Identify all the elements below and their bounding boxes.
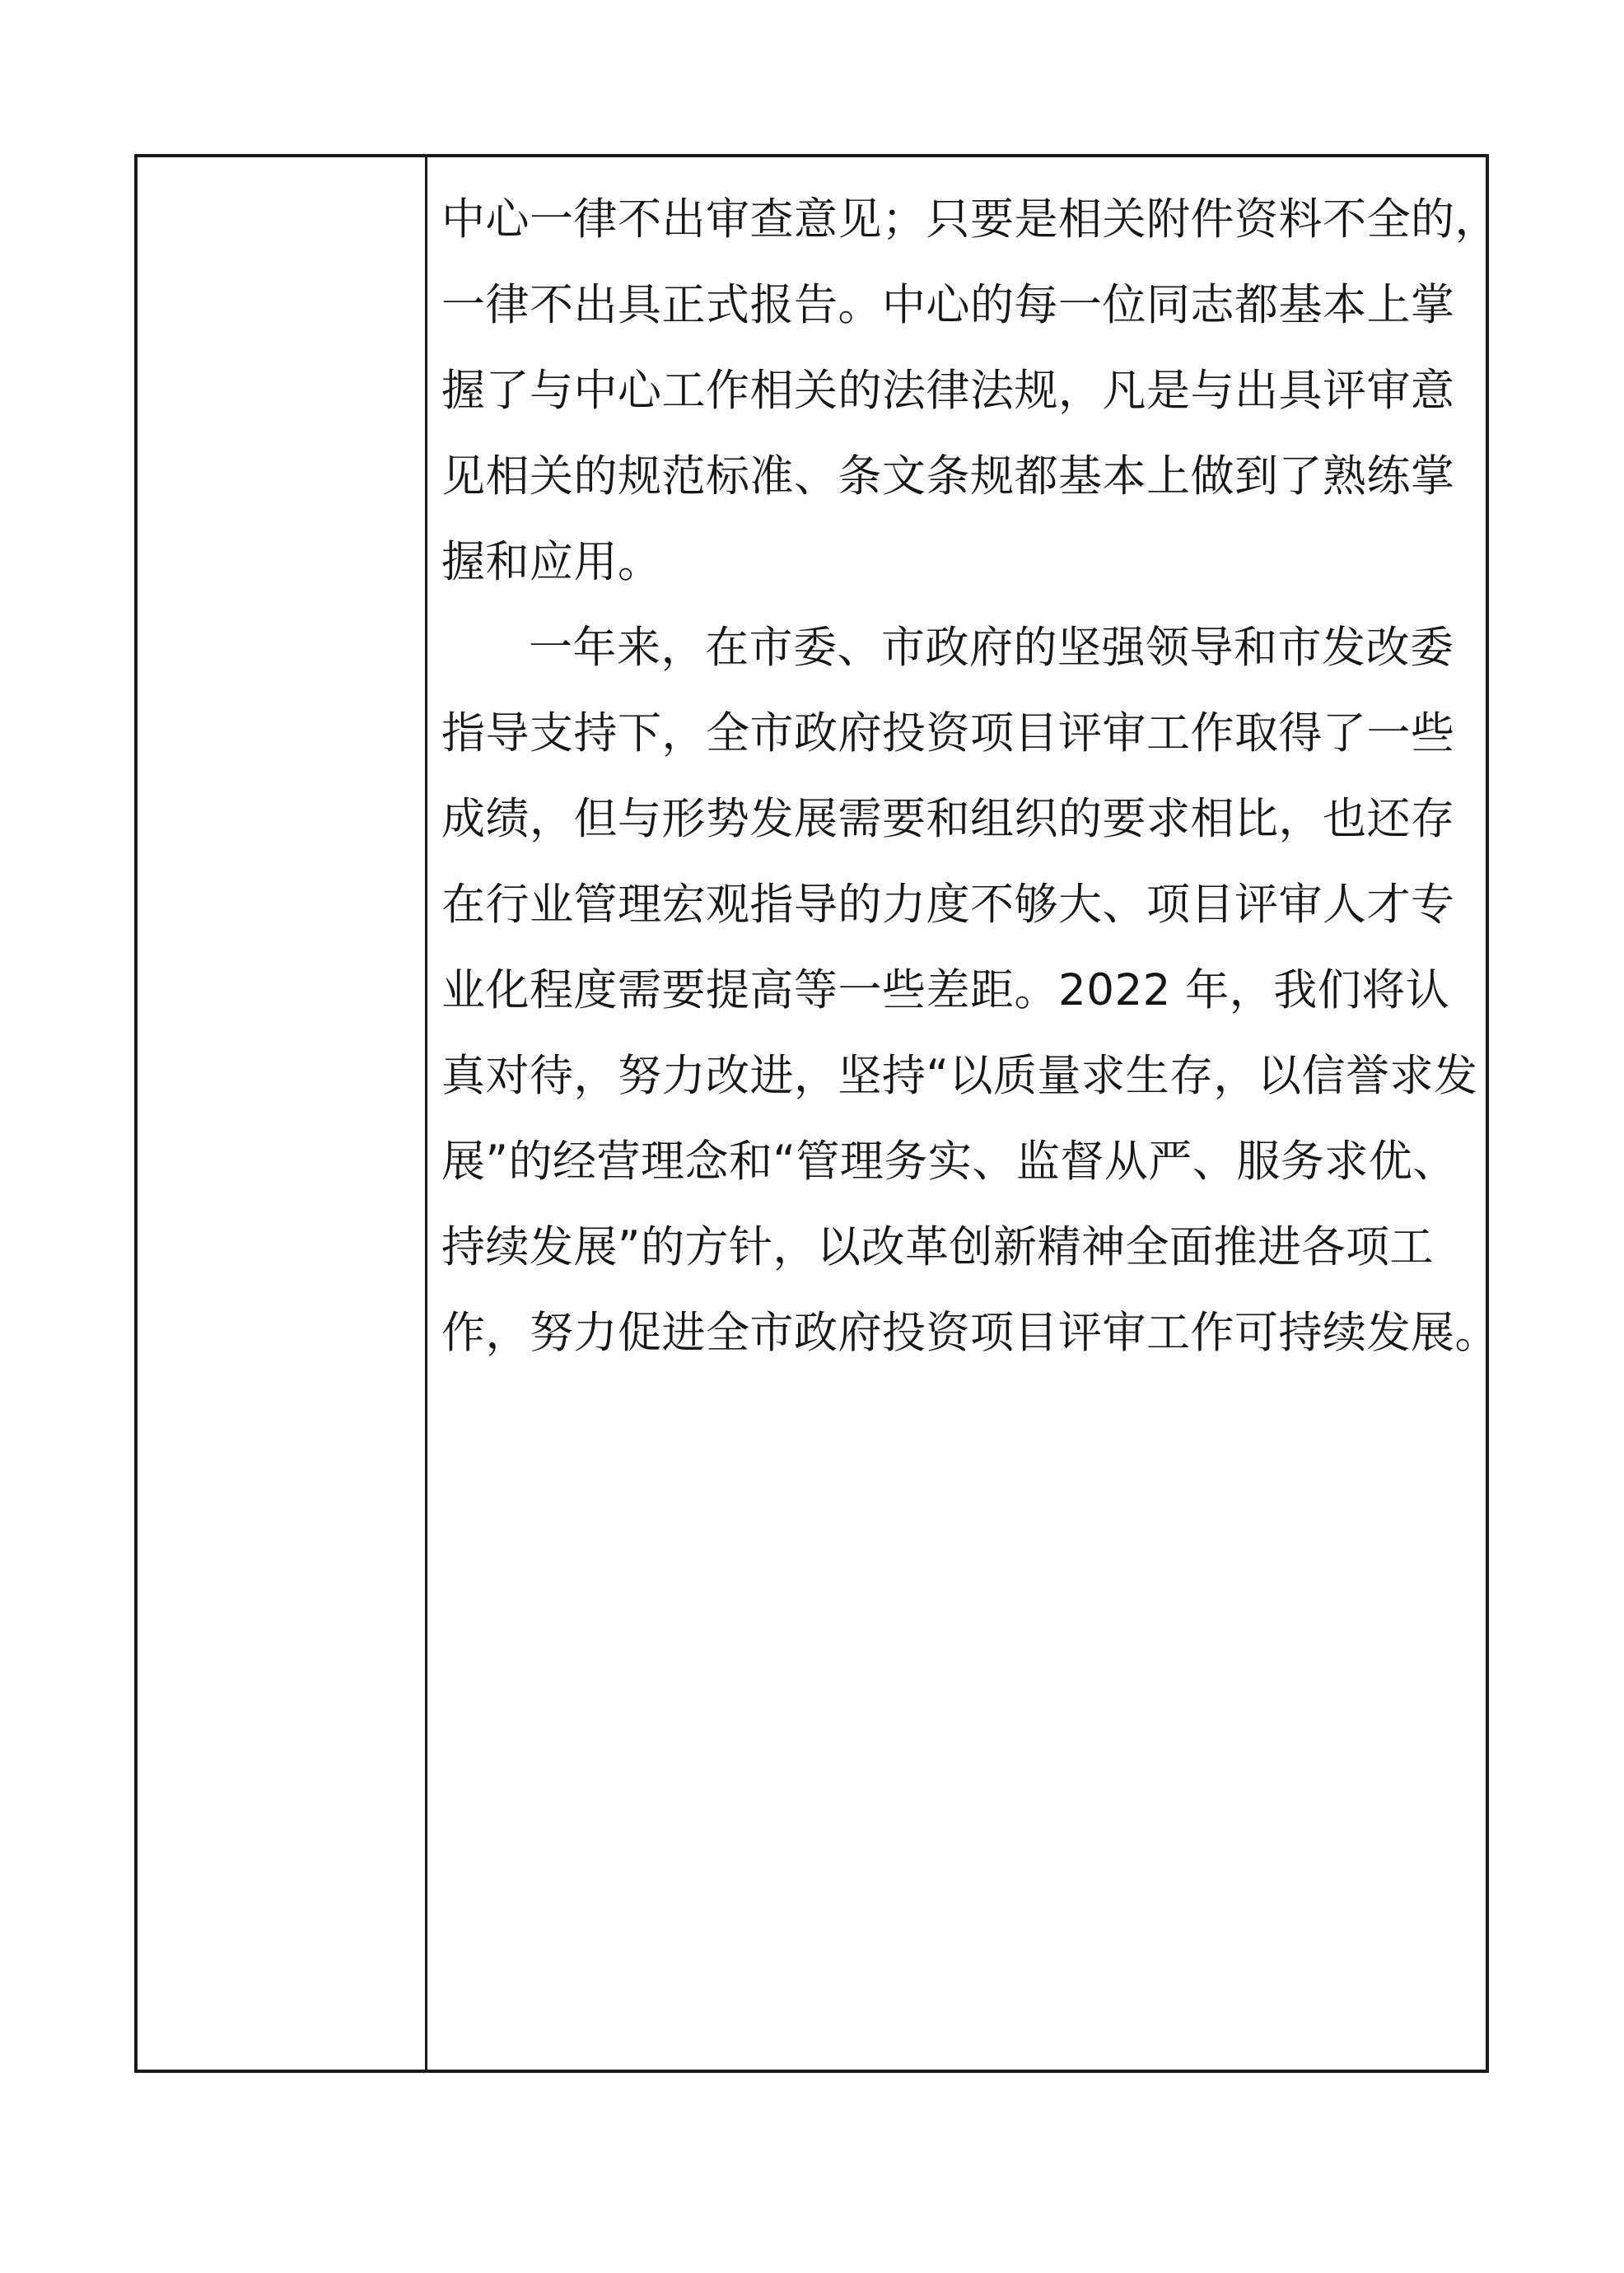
text-line: 持续发展”的方针，以改革创新精神全面推进各项工 xyxy=(441,1222,1434,1272)
text-line: 展”的经营理念和“管理务实、监督从严、服务求优、 xyxy=(441,1136,1457,1187)
text-line: 握了与中心工作相关的法律法规，凡是与出具评审意 xyxy=(441,366,1455,416)
text-line: 作，努力促进全市政府投资项目评审工作可持续发展。 xyxy=(441,1308,1499,1358)
text-line: 指导支持下，全市政府投资项目评审工作取得了一些 xyxy=(441,708,1455,758)
text-line: 一律不出具正式报告。中心的每一位同志都基本上掌 xyxy=(441,280,1455,330)
content-column-cell xyxy=(427,157,1499,2070)
label-column-cell xyxy=(138,157,427,2070)
paragraph-review-standards xyxy=(441,177,1499,605)
form-table xyxy=(134,154,1499,2073)
text-line: 见相关的规范标准、条文条规都基本上做到了熟练掌 xyxy=(441,451,1455,502)
paragraph-summary-outlook xyxy=(441,605,1499,1376)
text-line: 成绩，但与形势发展需要和组织的要求相比，也还存 xyxy=(441,794,1455,844)
text-line: 中心一律不出审查意见；只要是相关附件资料不全的， xyxy=(441,194,1499,245)
text-line: 在行业管理宏观指导的力度不够大、项目评审人才专 xyxy=(441,880,1455,930)
text-line: 业化程度需要提高等一些差距。2022 年，我们将认 xyxy=(441,965,1450,1015)
text-line: 一年来，在市委、市政府的坚强领导和市发改委 xyxy=(529,623,1454,673)
text-line: 真对待，努力改进，坚持“以质量求生存，以信誉求发 xyxy=(441,1051,1478,1101)
text-line: 握和应用。 xyxy=(441,537,662,587)
